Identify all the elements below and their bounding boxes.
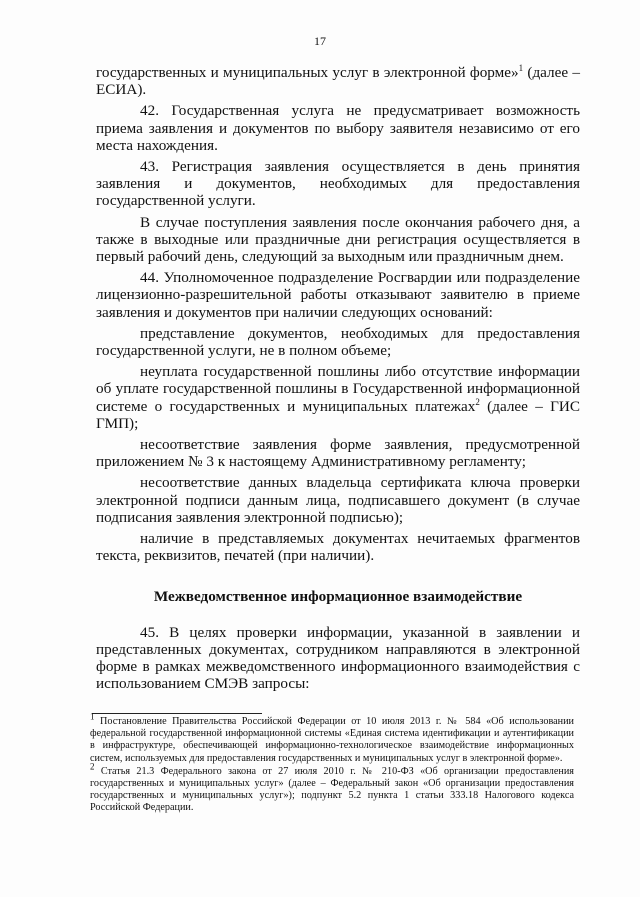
footnote-text: Статья 21.3 Федерального закона от 27 июля 2010 г. № 210-ФЗ «Об организации предоставления государственных и муниципальных услуг» (далее – Федеральный закон «Об организации предоставления государственных и муниципальных услуг»); подпункт 5.2 пункта 1 статьи 333.18 Налогового кодекса Российской Федерации. xyxy=(90,765,574,814)
footnote-divider xyxy=(92,713,262,714)
paragraph-text-tail: (далее – ЕСИА). xyxy=(96,64,580,99)
paragraph-list xyxy=(96,64,580,564)
footnote-ref: 2 xyxy=(475,396,480,407)
footnote-text: Постановление Правительства Российской Федерации от 10 июля 2013 г. № 584 «Об использовании федеральной государственной информационной системы «Единая система идентификации и аутентификации в инфраструктуре, обеспечивающей информационно-технологическое взаимодействие информационных систем, используемых для предоставления государственных и муниципальных услуг в электронной форме». xyxy=(90,716,574,764)
paragraph xyxy=(96,269,580,321)
footnote-marker: 2 xyxy=(90,761,95,772)
page-number: 17 xyxy=(314,34,326,48)
body-text xyxy=(96,64,580,697)
paragraph-text: 42. Государственная услуга не предусматривает возможность приема заявления и документов по выбору заявителя независимо от его места нахождения. xyxy=(96,102,580,154)
paragraph-text: наличие в представляемых документах нечитаемых фрагментов текста, реквизитов, печатей (при наличии). xyxy=(96,530,580,565)
paragraph-text: государственных и муниципальных услуг в электронной форме» xyxy=(96,64,519,81)
footnote-marker: 1 xyxy=(90,711,95,722)
footnotes xyxy=(90,711,574,816)
paragraph xyxy=(96,158,580,210)
paragraph-text: 44. Уполномоченное подразделение Росгвардии или подразделение лицензионно-разрешительной работы отказывают заявителю в приеме заявления и документов при наличии следующих оснований: xyxy=(96,269,580,321)
paragraph-text: несоответствие заявления форме заявления, предусмотренной приложением № 3 к настоящему Административному регламенту; xyxy=(96,436,580,471)
footnote xyxy=(90,761,574,815)
paragraph xyxy=(96,325,580,359)
paragraph xyxy=(96,530,580,564)
section-heading: Межведомственное информационное взаимодействие xyxy=(153,588,523,606)
paragraph xyxy=(96,214,580,266)
paragraph xyxy=(96,363,580,432)
footnote-ref: 1 xyxy=(518,62,524,73)
paragraph-text: представление документов, необходимых для предоставления государственной услуги, не в полном объеме; xyxy=(96,324,580,360)
paragraph xyxy=(96,102,580,154)
footnote xyxy=(90,711,574,765)
paragraph-text-tail: (далее – ГИС ГМП); xyxy=(96,397,580,432)
paragraph-text: неуплата государственной пошлины либо отсутствие информации об уплате государственной пошлины в Государственной информационной системе о государственных и муниципальных платежах xyxy=(96,363,580,415)
paragraph-text: В случае поступления заявления после окончания рабочего дня, а также в выходные или праздничные дни регистрация осуществляется в первый рабочий день, следующий за выходным или праздничным днем. xyxy=(96,213,580,266)
paragraph xyxy=(96,64,580,98)
paragraph-text: несоответствие данных владельца сертификата ключа проверки электронной подписи данным лица, подписавшего документ (в случае подписания заявления электронной подписью); xyxy=(96,474,580,526)
paragraph xyxy=(96,436,580,470)
paragraph-45: 45. В целях проверки информации, указанной в заявлении и представленных документах, сотрудником направляются в электронной форме в рамках межведомственного информационного взаимодействия с использованием СМЭВ запросы: xyxy=(96,623,580,693)
paragraph-text: 43. Регистрация заявления осуществляется в день принятия заявления и документов, необходимых для предоставления государственной услуги. xyxy=(96,158,580,210)
paragraph xyxy=(96,474,580,526)
